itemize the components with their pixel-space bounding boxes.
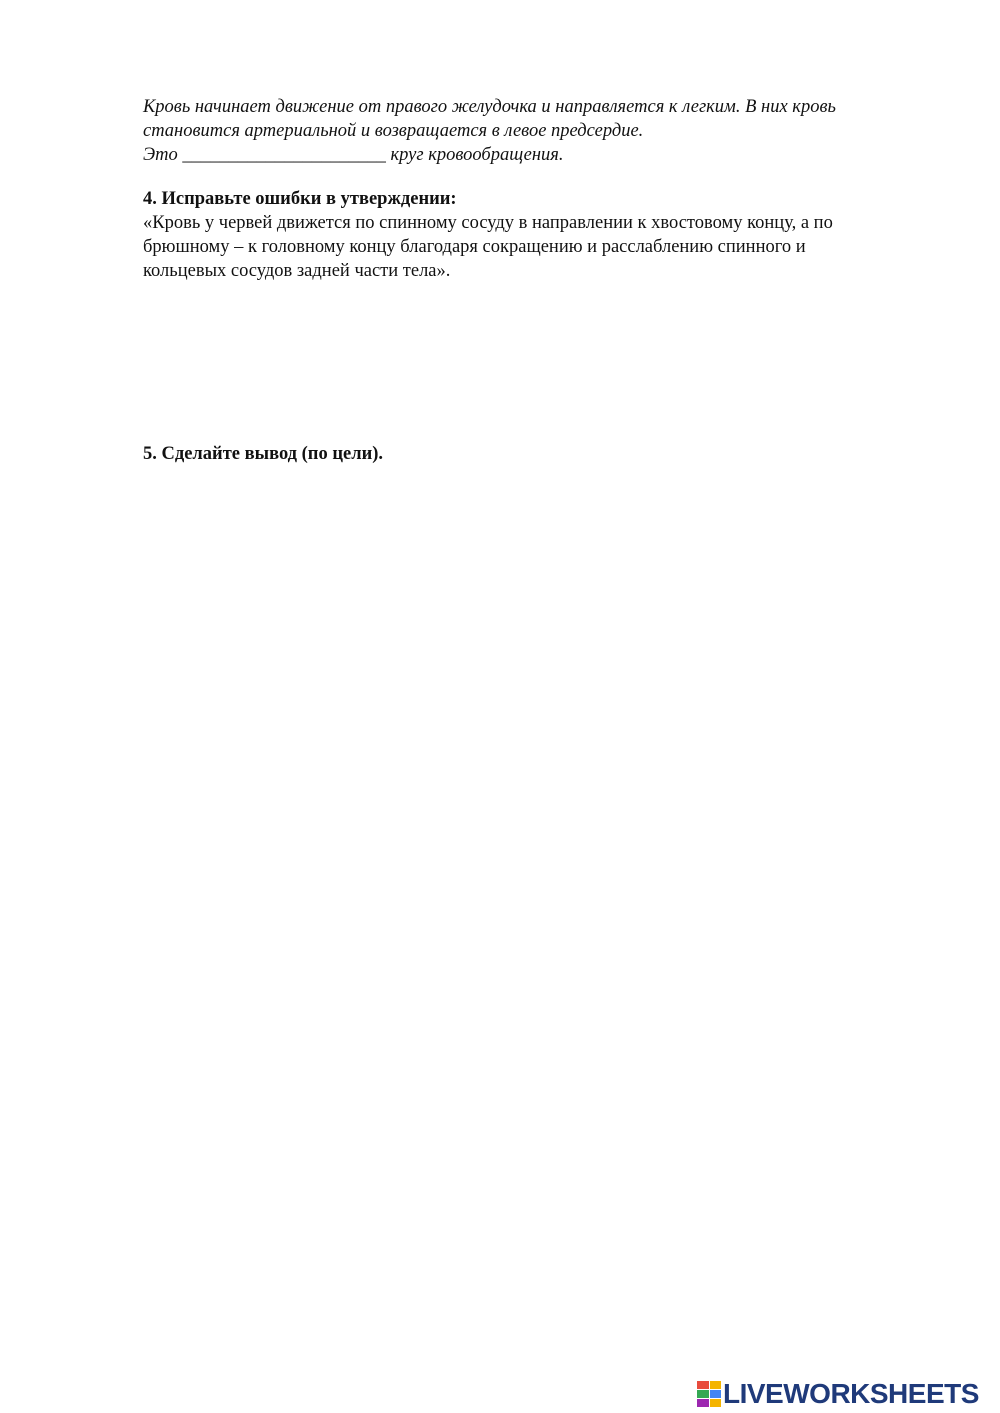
liveworksheets-logo [697,1378,979,1410]
answer-blank[interactable]: ______________________ [182,145,386,165]
task-5-heading: 5. Сделайте вывод (по цели). [143,444,384,464]
circulation-line-3 [143,143,923,167]
task-5 [143,442,383,466]
task-4-line-1: «Кровь у червей движется по спинному сосуду в направлении к хвостовому концу, а по [143,213,833,233]
circulation-suffix: круг кровообращения. [390,145,564,165]
task-4-line-2: брюшному – к головному концу благодаря сокращению и расслаблению спинного и [143,237,806,257]
task-4-heading: 4. Исправьте ошибки в утверждении: [143,189,457,209]
circulation-line-1: Кровь начинает движение от правого желудочка и направляется к легким. В них кровь [143,97,836,117]
task-4 [143,187,923,283]
circulation-question [143,95,923,167]
liveworksheets-logo-icon [697,1381,721,1407]
liveworksheets-logo-text: LIVEWORKSHEETS [723,1378,979,1409]
circulation-line-2: становится артериальной и возвращается в левое предсердие. [143,121,644,141]
task-4-line-3: кольцевых сосудов задней части тела». [143,261,451,281]
circulation-prefix: Это [143,145,178,165]
